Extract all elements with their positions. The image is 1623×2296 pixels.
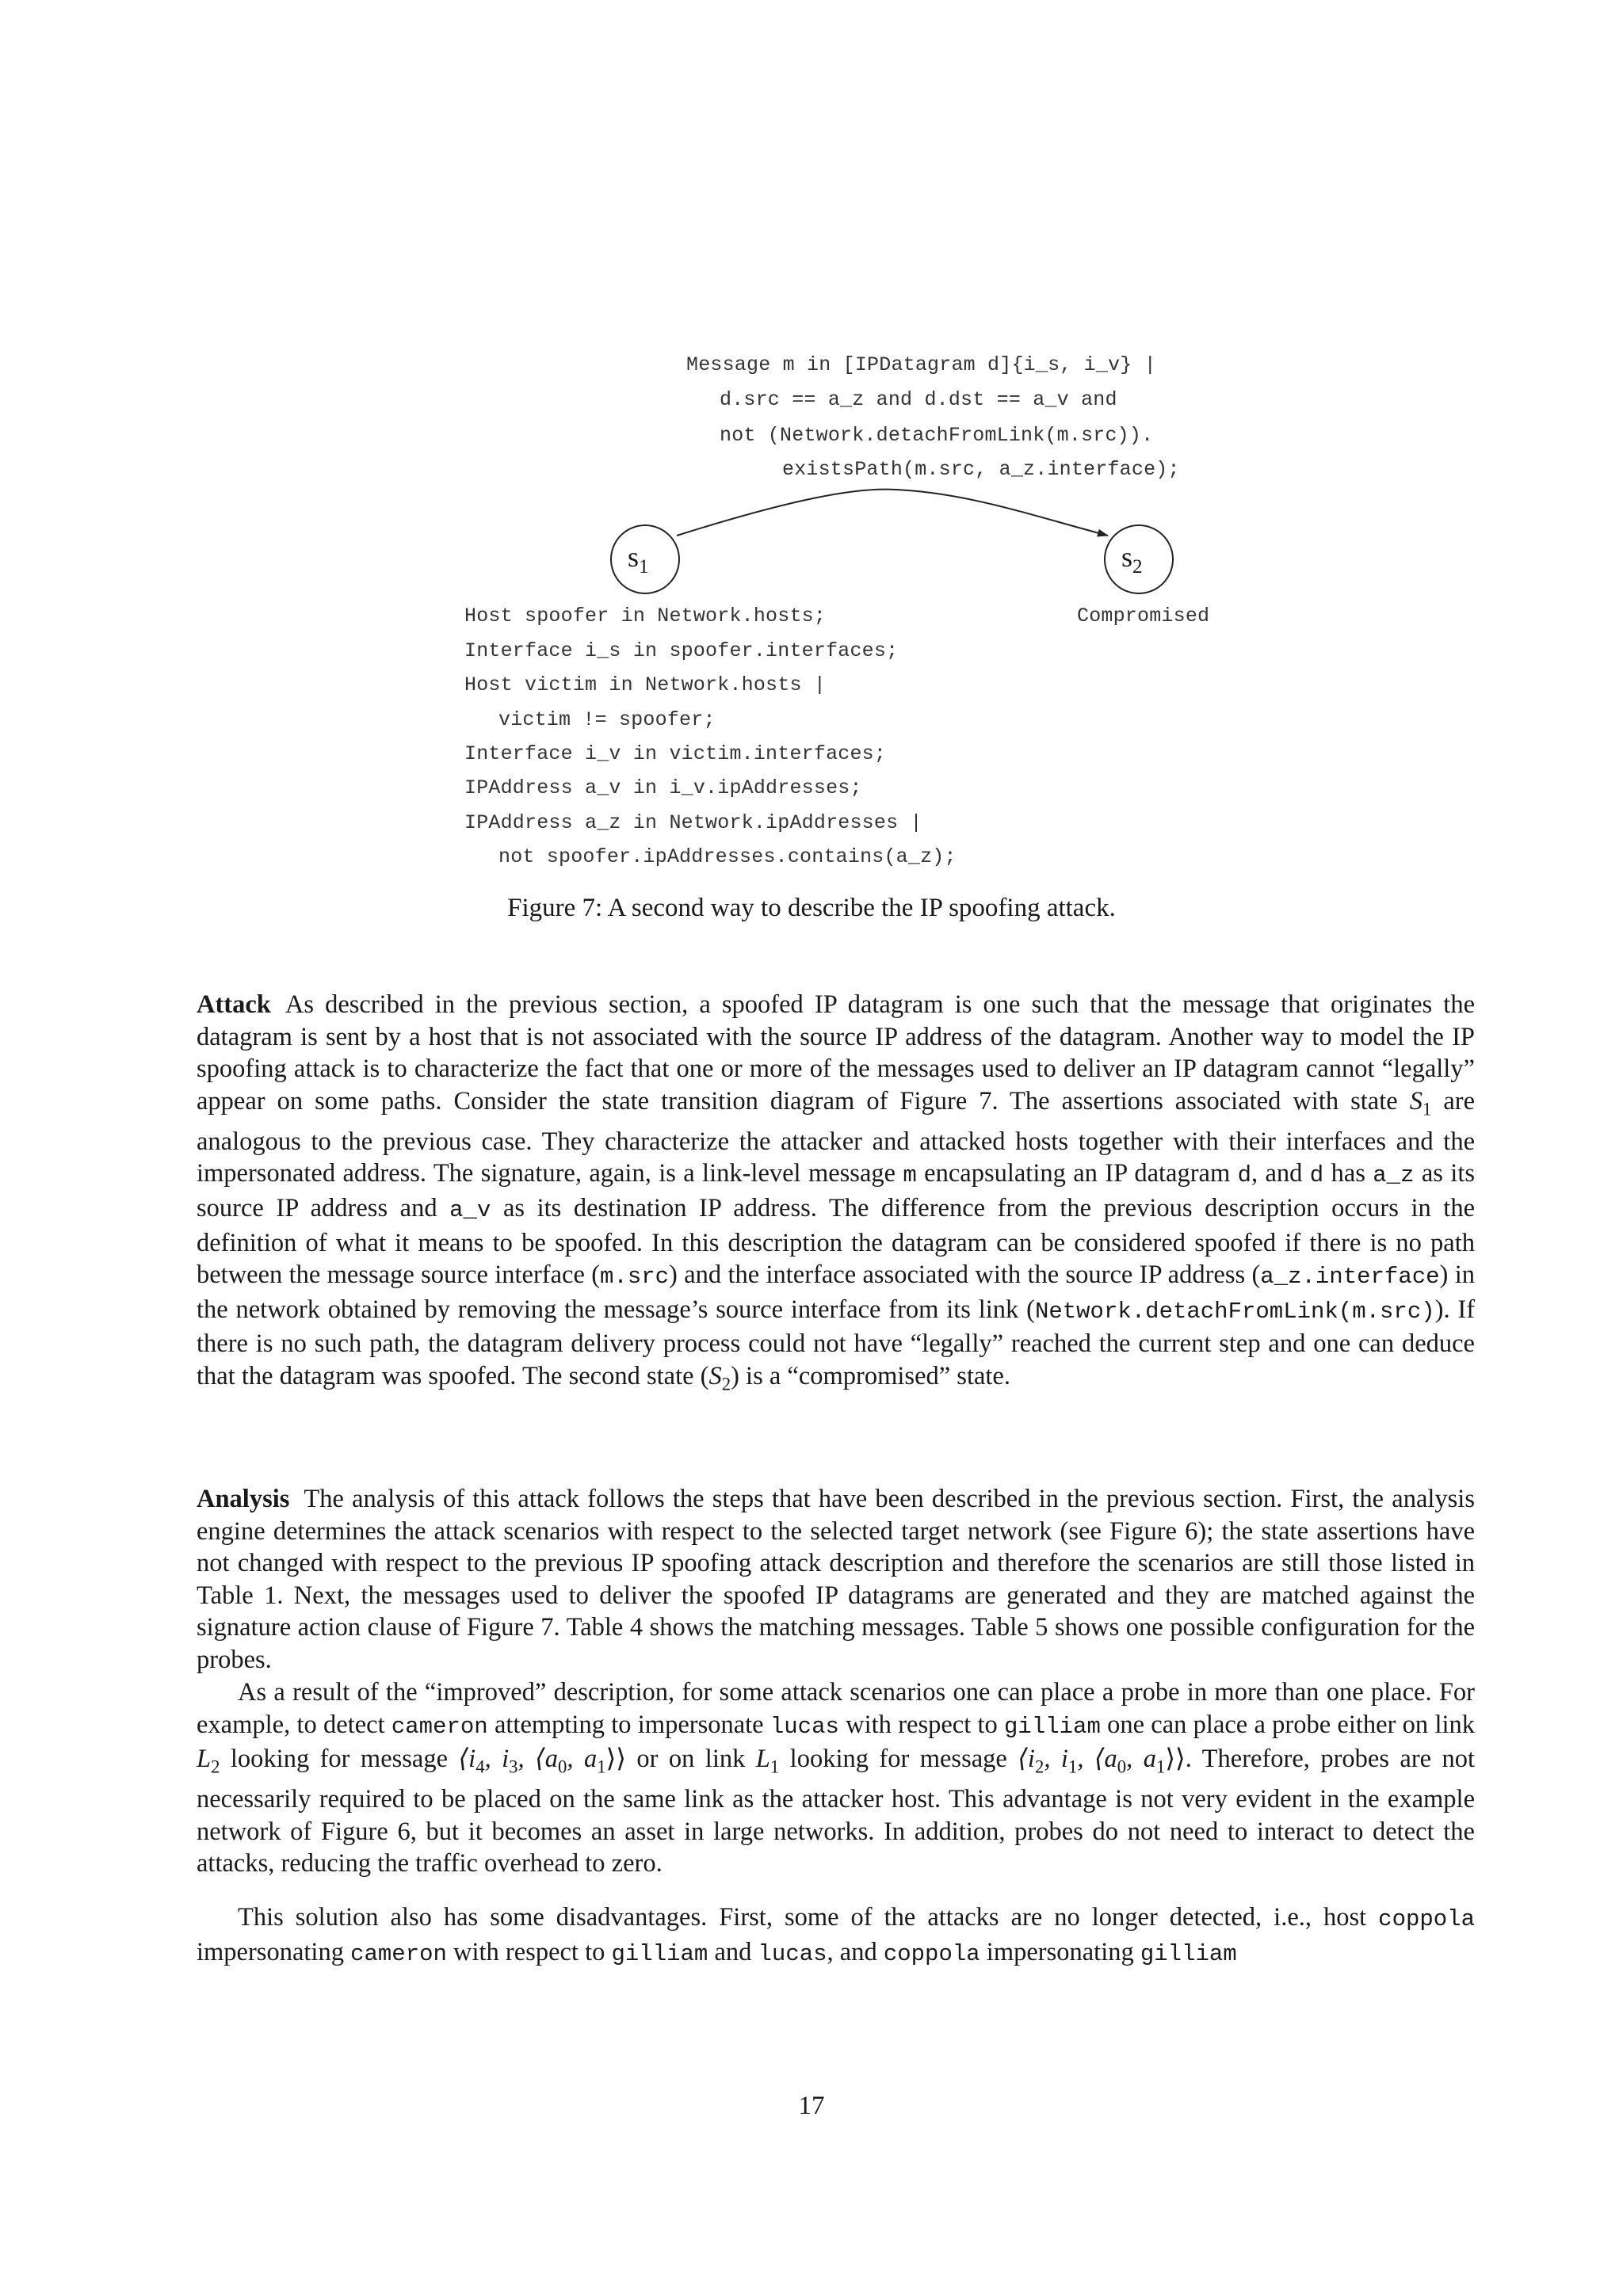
state-transition-figure: [0, 0, 1623, 951]
attack-heading: Attack: [197, 990, 271, 1019]
transition-line: not (Network.detachFromLink(m.src)).: [720, 424, 1154, 447]
analysis-paragraph: Analysis The analysis of this attack follows the steps that have been described in the previous section. First, the analysis engine determines the attack scenarios with respect to the selected target network (see Figure 6); the state assertions have not changed with respect to the previous IP spoofing attack description and therefore the scenarios are still those listed in Table 1. Next, the messages used to deliver the spoofed IP datagrams are generated and they are matched against the signature action clause of Figure 7. Table 4 shows the matching messages. Table 5 shows one possible configuration for the probes.: [197, 1485, 1475, 1674]
transition-line: d.src == a_z and d.dst == a_v and: [720, 388, 1117, 411]
body-paragraph: This solution also has some disadvantages. First, some of the attacks are no longer detected, i.e., host coppola impersonating cameron with respect to gilliam and lucas, and coppola impersonating gilliam: [197, 1903, 1475, 1967]
analysis-heading: Analysis: [197, 1485, 290, 1513]
page-number: 17: [798, 2092, 825, 2120]
state-s2-label: $s_2$: [1121, 541, 1143, 578]
transition-line: Message m in [IPDatagram d]{i_s, i_v} |: [686, 353, 1156, 376]
transition-line: existsPath(m.src, a_z.interface);: [782, 458, 1180, 481]
figure-caption: Figure 7: A second way to describe the IP spoofing attack.: [507, 894, 1116, 922]
state-s1-assertion: not spoofer.ipAddresses.contains(a_z);: [498, 845, 957, 868]
state-s1-assertion: Interface i_s in spoofer.interfaces;: [464, 639, 899, 662]
body-paragraph: As a result of the “improved” description, for some attack scenarios one can place a probe in more than one place. For example, to detect cameron attempting to impersonate lucas with respect to gilliam one can place a probe either on link $L_2$ looking for message $⟨i_4$, $i_3$, $⟨a_0$, $a_1⟩⟩$ or on link $L_1$ looking for message $⟨i_2$, $i_1$, $⟨a_0$, $a_1⟩⟩$. Therefore, probes are not necessarily required to be placed on the same link as the attacker host. This advantage is not very evident in the example network of Figure 6, but it becomes an asset in large networks. In addition, probes do not need to interact to detect the attacks, reducing the traffic overhead to zero.: [197, 1678, 1476, 1878]
state-s1-assertion: Host spoofer in Network.hosts;: [464, 605, 827, 627]
state-s1-assertion: Host victim in Network.hosts |: [464, 673, 827, 696]
state-s1-assertion: victim != spoofer;: [498, 708, 716, 731]
state-s1-label: $s_1$: [628, 541, 649, 578]
state-s1-assertion: IPAddress a_v in i_v.ipAddresses;: [464, 776, 862, 799]
state-s2-description: Compromised: [1077, 605, 1210, 627]
state-s1-assertion: IPAddress a_z in Network.ipAddresses |: [464, 811, 922, 834]
state-s1-assertion: Interface i_v in victim.interfaces;: [464, 742, 887, 765]
transition-arrow: [677, 490, 1108, 536]
attack-paragraph: Attack As described in the previous section, a spoofed IP datagram is one such that the message that originates the datagram is sent by a host that is not associated with the source IP address of the datagram. Another way to model the IP spoofing attack is to characterize the fact that one or more of the messages used to deliver an IP datagram cannot “legally” appear on some paths. Consider the state transition diagram of Figure 7. The assertions associated with state $S_1$ are analogous to the previous case. They characterize the attacker and attacked hosts together with their interfaces and the impersonated address. The signature, again, is a link-level message m encapsulating an IP datagram d, and d has a_z as its source IP address and a_v as its destination IP address. The difference from the previous description occurs in the definition of what it means to be spoofed. In this description the datagram can be considered spoofed if there is no path between the message source interface (m.src) and the interface associated with the source IP address (a_z.interface) in the network obtained by removing the message’s source interface from its link (Network.detachFromLink(m.src)). If there is no such path, the datagram delivery process could not have “legally” reached the current step and one can deduce that the datagram was spoofed. The second state $(S_2)$ is a “compromised” state.: [197, 990, 1476, 1394]
